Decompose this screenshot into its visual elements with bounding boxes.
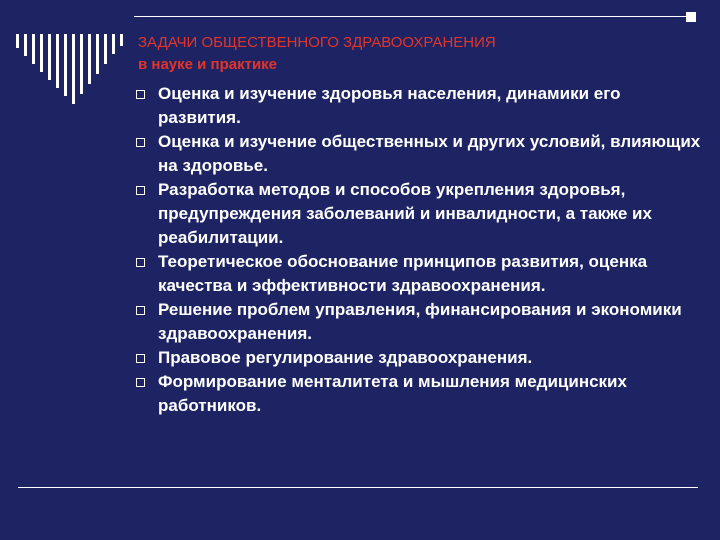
slide-title	[138, 32, 496, 76]
bottom-rule	[18, 487, 698, 488]
list-item	[134, 130, 704, 178]
list-item-text: Теоретическое обоснование принципов развития, оценка качества и эффективности здравоохранения.	[158, 252, 648, 295]
list-item	[134, 298, 704, 346]
list-item-text: Оценка и изучение общественных и других условий, влияющих на здоровье.	[158, 132, 701, 175]
square-bullet-icon	[136, 378, 145, 387]
list-item	[134, 178, 704, 250]
list-item-text: Разработка методов и способов укрепления здоровья, предупреждения заболеваний и инвалидности, а также их реабилитации.	[158, 180, 652, 247]
square-bullet-icon	[136, 90, 145, 99]
list-item	[134, 82, 704, 130]
square-bullet-icon	[136, 258, 145, 267]
decorative-stripes	[0, 0, 150, 110]
square-bullet-icon	[136, 354, 145, 363]
top-rule-square	[686, 12, 696, 22]
list-item-text: Решение проблем управления, финансирования и экономики здравоохранения.	[158, 300, 682, 343]
list-item	[134, 250, 704, 298]
square-bullet-icon	[136, 186, 145, 195]
list-item-text: Формирование менталитета и мышления медицинских работников.	[158, 372, 627, 415]
list-item	[134, 346, 704, 370]
list-item-text: Правовое регулирование здравоохранения.	[158, 348, 533, 367]
list-item	[134, 370, 704, 418]
title-line-1: ЗАДАЧИ ОБЩЕСТВЕННОГО ЗДРАВООХРАНЕНИЯ	[138, 34, 496, 51]
square-bullet-icon	[136, 138, 145, 147]
task-list	[134, 82, 704, 418]
title-line-2: в науке и практике	[138, 56, 278, 73]
list-item-text: Оценка и изучение здоровья населения, динамики его развития.	[158, 84, 621, 127]
square-bullet-icon	[136, 306, 145, 315]
top-rule	[134, 16, 694, 17]
